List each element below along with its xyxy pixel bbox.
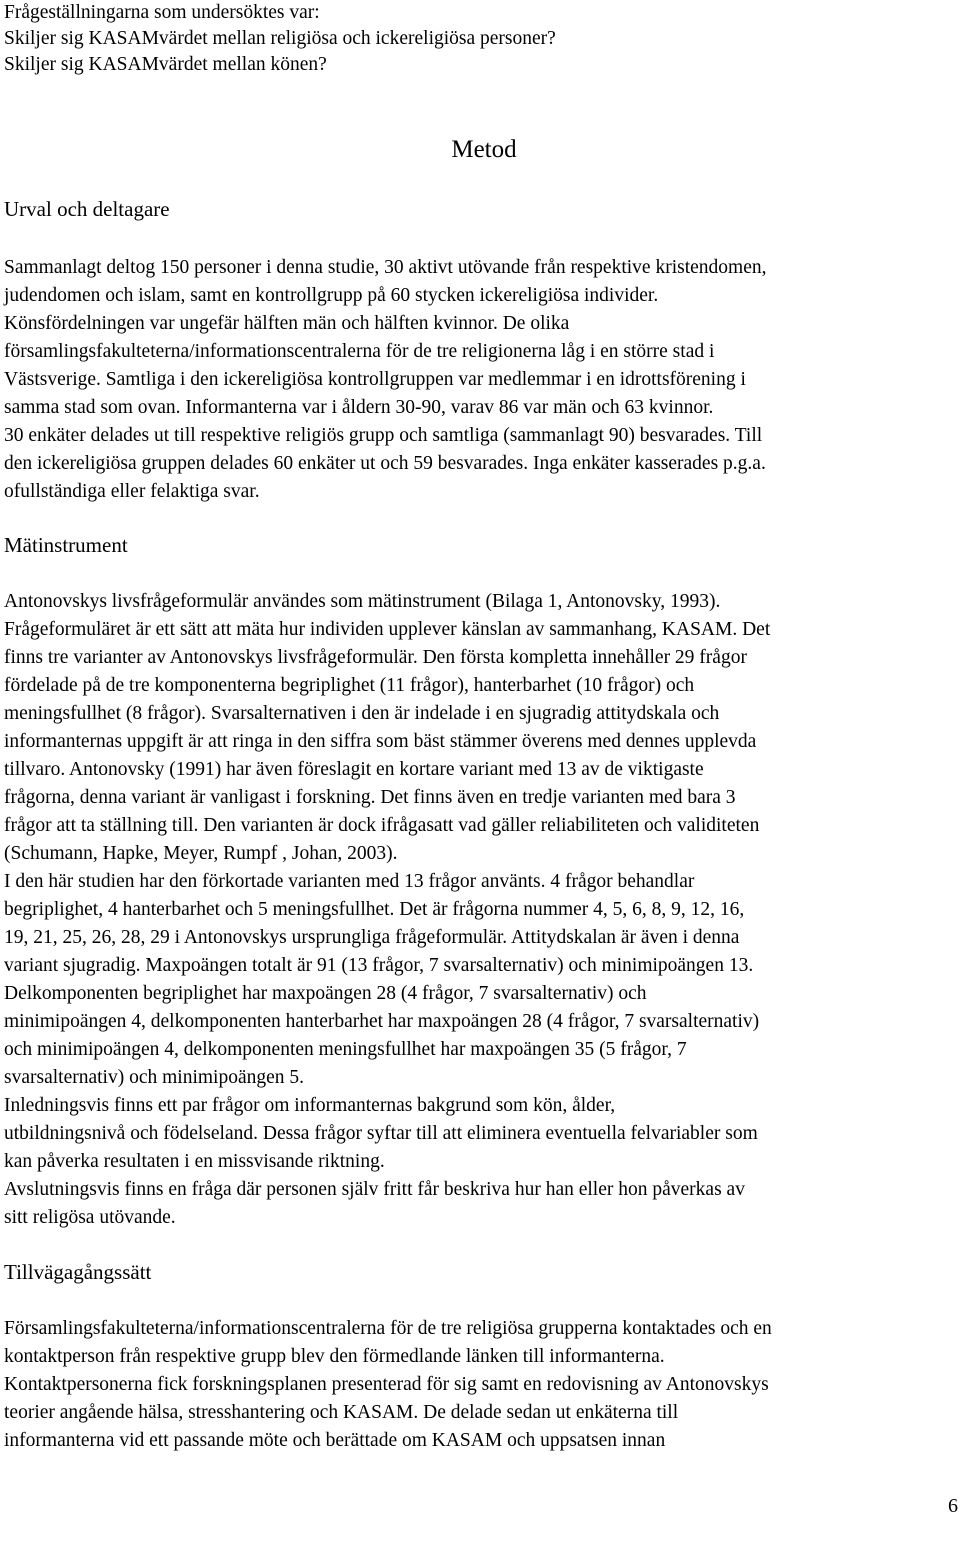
text-line: Församlingsfakulteterna/informationscentralerna för de tre religiösa grupperna kontaktades och en	[4, 1318, 772, 1339]
text-line: judendomen och islam, samt en kontrollgrupp på 60 stycken ickereligiösa individer.	[4, 285, 659, 306]
text-line: I den här studien har den förkortade varianten med 13 frågor använts. 4 frågor behandlar	[4, 871, 695, 892]
text-line: Könsfördelningen var ungefär hälften män och hälften kvinnor. De olika	[4, 313, 570, 334]
text-line: Frågeformuläret är ett sätt att mäta hur individen upplever känslan av sammanhang, KASAM. Det	[4, 619, 771, 640]
text-line: informanterna vid ett passande möte och berättade om KASAM och uppsatsen innan	[4, 1430, 666, 1451]
text-line: Sammanlagt deltog 150 personer i denna studie, 30 aktivt utövande från respektive kristendomen,	[4, 257, 767, 278]
text-line: finns tre varianter av Antonovskys livsfrågeformulär. Den första kompletta innehåller 29 frågor	[4, 647, 747, 668]
text-line: den ickereligiösa gruppen delades 60 enkäter ut och 59 besvarades. Inga enkäter kasserades p.g.a.	[4, 453, 766, 474]
text-line: församlingsfakulteterna/informationscentralerna för de tre religionerna låg i en större stad i	[4, 341, 715, 362]
text-line: och minimipoängen 4, delkomponenten meningsfullhet har maxpoängen 35 (5 frågor, 7	[4, 1039, 687, 1060]
text-line: Kontaktpersonerna fick forskningsplanen presenterad för sig samt en redovisning av Antonovskys	[4, 1374, 769, 1395]
text-line: samma stad som ovan. Informanterna var i åldern 30-90, varav 86 var män och 63 kvinnor.	[4, 397, 714, 418]
text-line: meningsfullhet (8 frågor). Svarsalternativen i den är indelade i en sjugradig attitydskala och	[4, 703, 720, 724]
text-line: tillvaro. Antonovsky (1991) har även föreslagit en kortare variant med 13 av de viktigaste	[4, 759, 704, 780]
method-heading: Metod	[451, 136, 517, 163]
research-questions-intro: Frågeställningarna som undersöktes var:	[4, 2, 320, 23]
text-line: fördelade på de tre komponenterna begriplighet (11 frågor), hanterbarhet (10 frågor) och	[4, 675, 695, 696]
text-line: Västsverige. Samtliga i den ickereligiösa kontrollgruppen var medlemmar i en idrottsförening i	[4, 369, 746, 390]
section-heading-matinstrument: Mätinstrument	[4, 533, 128, 557]
text-line: kontaktperson från respektive grupp blev den förmedlande länken till informanterna.	[4, 1346, 665, 1367]
text-line: ofullständiga eller felaktiga svar.	[4, 481, 260, 502]
text-line: svarsalternativ) och minimipoängen 5.	[4, 1067, 305, 1088]
text-line: sitt religösa utövande.	[4, 1207, 176, 1228]
text-line: Antonovskys livsfrågeformulär användes som mätinstrument (Bilaga 1, Antonovsky, 1993).	[4, 591, 721, 612]
text-line: teorier angående hälsa, stresshantering och KASAM. De delade sedan ut enkäterna till	[4, 1402, 679, 1423]
text-line: 30 enkäter delades ut till respektive religiös grupp och samtliga (sammanlagt 90) besvarades. Till	[4, 425, 763, 446]
section-body-matinstrument	[4, 588, 770, 1232]
text-line: begriplighet, 4 hanterbarhet och 5 meningsfullhet. Det är frågorna nummer 4, 5, 6, 8, 9, 12, 16,	[4, 899, 745, 920]
text-line: kan påverka resultaten i en missvisande riktning.	[4, 1151, 385, 1172]
research-questions	[4, 0, 556, 78]
page-number: 6	[948, 1495, 958, 1517]
text-line: (Schumann, Hapke, Meyer, Rumpf , Johan, 2003).	[4, 843, 398, 864]
section-heading-urval: Urval och deltagare	[4, 197, 170, 221]
text-line: minimipoängen 4, delkomponenten hanterbarhet har maxpoängen 28 (4 frågor, 7 svarsalternativ)	[4, 1011, 760, 1032]
text-line: Delkomponenten begriplighet har maxpoängen 28 (4 frågor, 7 svarsalternativ) och	[4, 983, 647, 1004]
text-line: utbildningsnivå och födelseland. Dessa frågor syftar till att eliminera eventuella felvariabler som	[4, 1123, 758, 1144]
section-heading-tillvagagangssatt: Tillvägagångssätt	[4, 1260, 152, 1284]
section-body-tillvagagangssatt	[4, 1315, 772, 1455]
text-line: 19, 21, 25, 26, 28, 29 i Antonovskys ursprungliga frågeformulär. Attitydskalan är även i denna	[4, 927, 740, 948]
text-line: Avslutningsvis finns en fråga där personen själv fritt får beskriva hur han eller hon påverkas av	[4, 1179, 745, 1200]
research-question-2: Skiljer sig KASAMvärdet mellan könen?	[4, 54, 327, 75]
text-line: Inledningsvis finns ett par frågor om informanternas bakgrund som kön, ålder,	[4, 1095, 616, 1116]
research-question-1: Skiljer sig KASAMvärdet mellan religiösa och ickereligiösa personer?	[4, 28, 556, 49]
text-line: frågorna, denna variant är vanligast i forskning. Det finns även en tredje varianten med bara 3	[4, 787, 736, 808]
section-body-urval	[4, 254, 766, 506]
text-line: frågor att ta ställning till. Den varianten är dock ifrågasatt vad gäller reliabiliteten och validiteten	[4, 815, 760, 836]
text-line: variant sjugradig. Maxpoängen totalt är 91 (13 frågor, 7 svarsalternativ) och minimipoängen 13.	[4, 955, 754, 976]
text-line: informanternas uppgift är att ringa in den siffra som bäst stämmer överens med dennes upplevda	[4, 731, 757, 752]
